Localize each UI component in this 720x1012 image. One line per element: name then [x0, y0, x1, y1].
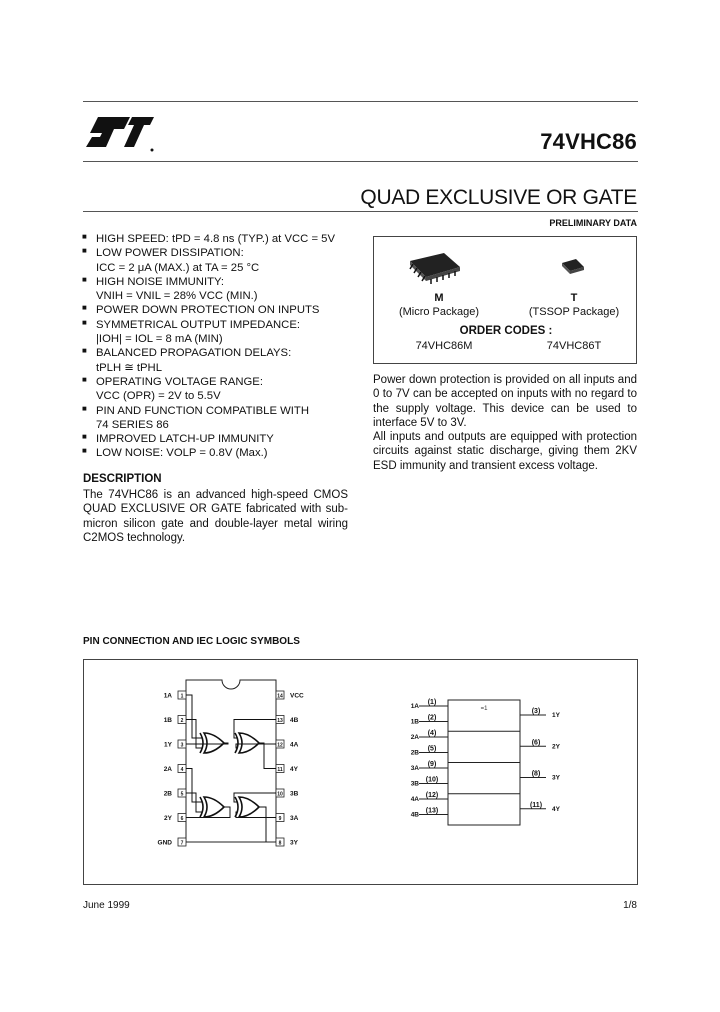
iec-input-label: 1B — [410, 718, 419, 726]
wire — [186, 769, 202, 803]
iec-input-num: (12) — [425, 792, 439, 799]
feature-item: ■ SYMMETRICAL OUTPUT IMPEDANCE: — [82, 317, 300, 331]
pin-label-right: 3Y — [290, 839, 298, 847]
esd-paragraph: All inputs and outputs are equipped with protection circuits against static discharge, giving them 2KV ESD immunity and transient excess voltage. — [373, 431, 637, 472]
pin-label-right: 4B — [290, 716, 299, 724]
pin-label-left: 2B — [163, 790, 172, 798]
pin-number: 10 — [277, 791, 283, 798]
pin-label-left: 1B — [163, 716, 172, 724]
tssop-package-icon — [558, 255, 588, 279]
iec-output-num: (11) — [529, 801, 543, 809]
pin-number: 13 — [277, 717, 283, 724]
iec-output-num: (8) — [531, 770, 541, 778]
pin-label-left: 1A — [163, 692, 172, 700]
feature-item: ■ LOW NOISE: VOLP = 0.8V (Max.) — [82, 446, 268, 460]
iec-input-label: 2B — [410, 749, 419, 757]
package-box — [373, 236, 637, 364]
feature-item: ■ POWER DOWN PROTECTION ON INPUTS — [82, 303, 320, 317]
part-number: 74VHC86 — [540, 129, 637, 154]
pin-label-left: 2Y — [164, 814, 172, 822]
xor-gate-3 — [239, 797, 259, 817]
iec-input-num: (1) — [427, 699, 437, 706]
feature-sub: tPLH ≅ tPHL — [96, 361, 162, 374]
iec-input-label: 4B — [410, 811, 419, 819]
st-logo — [84, 107, 156, 155]
feature-item: ■ HIGH NOISE IMMUNITY: — [82, 274, 225, 288]
feature-item: ■ BALANCED PROPAGATION DELAYS: — [82, 346, 292, 360]
feature-sub: ICC = 2 μA (MAX.) at TA = 25 °C — [96, 261, 260, 274]
description-heading: DESCRIPTION — [83, 473, 162, 485]
feature-item: ■ HIGH SPEED: tPD = 4.8 ns (TYP.) at VCC = 5V — [82, 232, 335, 245]
xor-gate-2-arc — [200, 797, 203, 817]
feature-item: ■ PIN AND FUNCTION COMPATIBLE WITH — [82, 403, 309, 417]
xor-gate-1 — [204, 733, 224, 753]
xor-gate-2 — [204, 797, 224, 817]
iec-input-label: 3B — [410, 780, 419, 788]
pin-number: 6 — [180, 815, 184, 822]
feature-item: ■ IMPROVED LATCH-UP IMMUNITY — [82, 432, 274, 446]
feature-sub: VNIH = VNIL = 28% VCC (MIN.) — [96, 290, 258, 303]
pin-label-left: GND — [157, 839, 172, 847]
pin-number: 9 — [278, 815, 282, 822]
iec-input-num: (4) — [427, 730, 437, 737]
pin-number: 5 — [180, 791, 184, 798]
iec-input-label: 2A — [410, 734, 419, 741]
t-package-name: (TSSOP Package) — [528, 306, 620, 318]
xor-gate-1-arc — [200, 733, 203, 753]
pin-number: 14 — [277, 693, 283, 700]
feature-sub: |IOH| = IOL = 8 mA (MIN) — [96, 333, 223, 346]
iec-input-num: (2) — [427, 714, 437, 722]
iec-symbol: =1 — [480, 706, 488, 712]
title-rule — [83, 211, 638, 212]
pin-number: 4 — [180, 766, 184, 773]
pin-label-right: 3A — [290, 814, 299, 822]
iec-input-label: 4A — [410, 796, 419, 803]
feature-item: ■ OPERATING VOLTAGE RANGE: — [82, 374, 263, 388]
pin-label-right: VCC — [290, 692, 304, 700]
pin-label-left: 2A — [163, 765, 172, 773]
iec-output-label: 3Y — [552, 774, 560, 782]
description-body: The 74VHC86 is an advanced high-speed CMOS QUAD EXCLUSIVE OR GATE fabricated with sub-micron silicon gate and double-layer metal wiring C2MOS technology. — [83, 489, 348, 544]
protection-paragraph: Power down protection is provided on all inputs and 0 to 7V can be accepted on inputs with no regard to the supply voltage. This device can be used to interface 5V to 3V. — [373, 374, 637, 429]
so-package-icon — [404, 247, 464, 287]
pin-diagram-box — [83, 659, 638, 885]
pin-number: 1 — [180, 693, 184, 700]
wire — [186, 695, 202, 738]
footer-date: June 1999 — [83, 900, 130, 911]
pin-number: 11 — [277, 766, 283, 773]
pin-section-heading: PIN CONNECTION AND IEC LOGIC SYMBOLS — [83, 636, 300, 647]
pin-number: 12 — [277, 742, 283, 749]
pin-number: 8 — [278, 840, 282, 847]
order-codes-heading: ORDER CODES : — [459, 325, 553, 337]
features-list — [82, 232, 357, 461]
pin-label-right: 4Y — [290, 765, 298, 773]
iec-output-num: (6) — [531, 739, 541, 747]
preliminary-label: PRELIMINARY DATA — [549, 218, 637, 228]
pin-number: 2 — [180, 717, 184, 724]
feature-item: ■ LOW POWER DISSIPATION: — [82, 246, 244, 260]
xor-gate-4 — [239, 733, 259, 753]
pin-label-right: 4A — [290, 741, 299, 749]
t-package-letter: T — [570, 292, 578, 304]
xor-gate-4-arc — [235, 733, 238, 753]
iec-output-label: 1Y — [552, 712, 560, 719]
header-bottom-rule — [83, 161, 638, 162]
wire — [259, 807, 266, 842]
pin-number: 3 — [180, 742, 184, 749]
iec-output-label: 4Y — [552, 805, 560, 813]
iec-input-label: 3A — [410, 765, 419, 772]
feature-sub: 74 SERIES 86 — [96, 418, 169, 431]
iec-input-num: (9) — [427, 761, 437, 768]
protection-text — [373, 373, 637, 473]
feature-sub: VCC (OPR) = 2V to 5.5V — [96, 390, 221, 403]
pin-label-right: 3B — [290, 790, 299, 798]
iec-output-label: 2Y — [552, 743, 560, 751]
m-package-letter: M — [434, 292, 444, 304]
iec-input-num: (5) — [427, 745, 437, 753]
pin-label-left: 1Y — [164, 741, 172, 749]
iec-input-num: (10) — [425, 776, 439, 784]
page-title: QUAD EXCLUSIVE OR GATE — [360, 186, 637, 209]
header-top-rule — [83, 101, 638, 102]
iec-input-num: (13) — [425, 807, 439, 815]
wire — [259, 743, 276, 769]
m-package-name: (Micro Package) — [398, 306, 480, 318]
pin-number: 7 — [180, 840, 184, 847]
order-code-m: 74VHC86M — [415, 340, 473, 352]
footer-page: 1/8 — [623, 900, 637, 911]
order-code-t: 74VHC86T — [546, 340, 602, 352]
iec-input-label: 1A — [410, 703, 419, 710]
pin-diagram — [84, 660, 637, 884]
iec-output-num: (3) — [531, 708, 541, 715]
